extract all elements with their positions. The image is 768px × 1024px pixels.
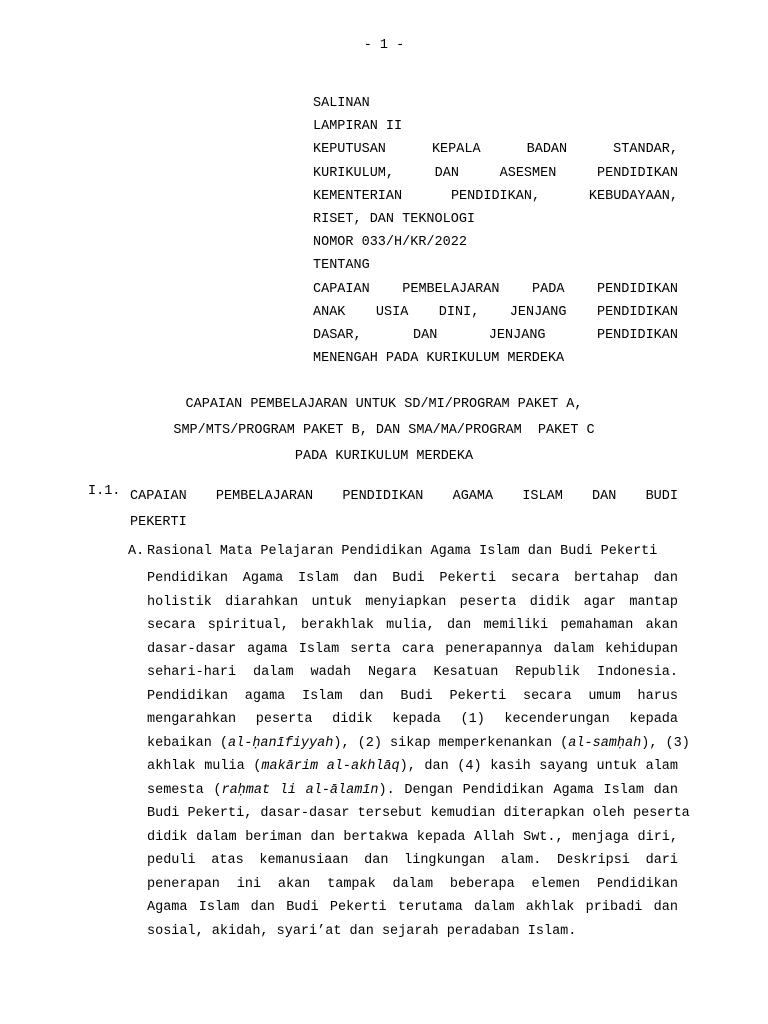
header-line: LAMPIRAN II — [313, 119, 403, 135]
section-title-line: CAPAIAN PEMBELAJARAN PENDIDIKAN AGAMA ISLAM DAN BUDI — [130, 489, 678, 504]
header-line: RISET, DAN TEKNOLOGI — [313, 211, 476, 227]
line-text: ), (2) sikap memperkenankan ( — [333, 735, 569, 751]
paragraph-line — [147, 920, 678, 944]
paragraph-line — [147, 802, 690, 826]
paragraph-line — [147, 685, 678, 709]
header-line: SALINAN — [313, 96, 370, 111]
line-text: ), (3) — [641, 735, 690, 751]
header-line: CAPAIAN PEMBELAJARAN PADA PENDIDIKAN — [313, 281, 678, 297]
line-text: secara spiritual, berakhlak mulia, dan memiliki pemahaman akan — [147, 618, 678, 633]
line-text: holistik diarahkan untuk menyiapkan peserta didik agar mantap — [147, 594, 678, 610]
header-line: DASAR, DAN JENJANG PENDIDIKAN — [313, 327, 678, 343]
header-line: KURIKULUM, DAN ASESMEN PENDIDIKAN — [313, 165, 678, 181]
arabic-term: al-ḥanīfiyyah — [228, 735, 334, 751]
title-line: PADA KURIKULUM MERDEKA — [294, 449, 474, 464]
header-line: NOMOR 033/H/KR/2022 — [313, 235, 467, 251]
document-title — [0, 392, 768, 470]
line-text: sehari-hari dalam wadah Negara Kesatuan Republik Indonesia. — [147, 665, 678, 680]
page-number: - 1 - — [363, 38, 405, 53]
paragraph-line — [147, 591, 678, 615]
paragraph-line — [147, 755, 678, 779]
header-line: ANAK USIA DINI, JENJANG PENDIDIKAN — [313, 304, 678, 320]
line-text: Pendidikan Agama Islam dan Budi Pekerti secara bertahap dan — [147, 571, 678, 586]
line-text: semesta ( — [147, 782, 222, 798]
paragraph-line — [147, 567, 678, 591]
header-line: KEMENTERIAN PENDIDIKAN, KEBUDAYAAN, — [313, 188, 678, 204]
line-text: penerapan ini akan tampak dalam beberapa elemen Pendidikan — [147, 876, 678, 892]
line-text: Pendidikan agama Islam dan Budi Pekerti secara umum harus — [147, 688, 678, 704]
line-text: kebaikan ( — [147, 735, 229, 751]
line-text: ). Dengan Pendidikan Agama Islam dan — [378, 782, 678, 798]
line-text: sosial, akidah, syari’at dan sejarah peradaban Islam. — [147, 923, 577, 939]
paragraph-line — [147, 896, 678, 920]
header-line: TENTANG — [313, 258, 370, 274]
line-text: Budi Pekerti, dasar-dasar tersebut kemudian diterapkan oleh peserta — [147, 806, 690, 821]
body-paragraph — [147, 567, 690, 943]
section-title-line: PEKERTI — [130, 515, 187, 530]
paragraph-line — [147, 873, 678, 897]
arabic-term: raḥmat li al-ālamīn — [221, 782, 379, 798]
paragraph-line — [147, 638, 678, 662]
arabic-term: makārim al-akhlāq — [261, 759, 400, 774]
section-number: I.1. — [88, 484, 121, 499]
line-text: dasar-dasar agama Islam serta cara penerapannya dalam kehidupan — [147, 641, 678, 657]
arabic-term: al-samḥah — [568, 735, 642, 751]
line-text: didik dalam beriman dan bertakwa kepada Allah Swt., menjaga diri, — [147, 829, 678, 845]
header-line: KEPUTUSAN KEPALA BADAN STANDAR, — [313, 142, 678, 158]
paragraph-line — [147, 614, 678, 638]
paragraph-line — [147, 849, 678, 873]
paragraph-line — [147, 708, 678, 732]
line-text: peduli atas kemanusiaan dan lingkungan alam. Deskripsi dari — [147, 853, 678, 868]
paragraph-line — [147, 661, 678, 685]
paragraph-line — [147, 826, 678, 850]
title-line: SMP/MTS/PROGRAM PAKET B, DAN SMA/MA/PROGRAM PAKET C — [173, 423, 595, 438]
header-line: MENENGAH PADA KURIKULUM MERDEKA — [313, 351, 565, 367]
title-line: CAPAIAN PEMBELAJARAN UNTUK SD/MI/PROGRAM PAKET A, — [185, 397, 583, 412]
line-text: Agama Islam dan Budi Pekerti terutama dalam akhlak pribadi dan — [147, 900, 678, 915]
line-text: akhlak mulia ( — [147, 759, 262, 774]
decree-header — [313, 92, 678, 370]
paragraph-line — [147, 732, 690, 756]
subsection-letter: A. — [128, 544, 145, 559]
line-text: mengarahkan peserta didik kepada (1) kecenderungan kepada — [147, 712, 678, 727]
subsection-title: Rasional Mata Pelajaran Pendidikan Agama Islam dan Budi Pekerti — [147, 544, 658, 559]
line-text: ), dan (4) kasih sayang untuk alam — [399, 759, 678, 774]
paragraph-line — [147, 779, 678, 803]
